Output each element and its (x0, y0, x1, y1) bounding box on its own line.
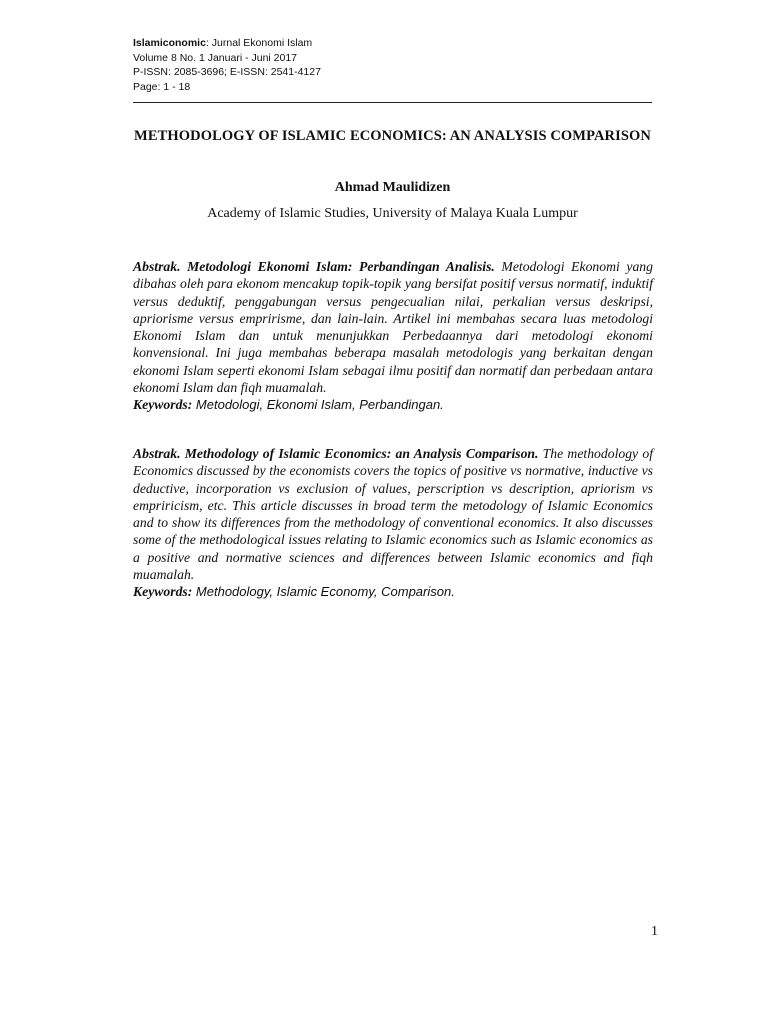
abstract-english-body: The methodology of Economics discussed by the economists covers the topics of positive vs normative, inductive vs deductive, incorporation vs exclusion of values, perscription vs description, apriorism vs empriricism, etc. This article discusses in broad term the metodology of Islamic Economics and to show its differences from the methodology of conventional economics. It also discusses some of the methodological issues relating to Islamic economics such as Islamic economics as a positive and normative sciences and differences between Islamic economics and fiqh muamalah. (133, 446, 653, 583)
article-author: Ahmad Maulidizen (334, 180, 451, 195)
header-divider (133, 102, 652, 103)
article-title: METHODOLOGY OF ISLAMIC ECONOMICS: AN ANALYSIS COMPARISON (134, 128, 651, 144)
keywords-english-label: Keywords: (133, 584, 193, 600)
journal-issn: P-ISSN: 2085-3696; E-ISSN: 2541-4127 (133, 66, 321, 78)
keywords-indonesian-text: Metodologi, Ekonomi Islam, Perbandingan. (192, 397, 444, 413)
journal-header (133, 36, 653, 94)
keywords-english-text: Methodology, Islamic Economy, Comparison. (192, 584, 455, 600)
keywords-indonesian (133, 396, 653, 413)
abstract-indonesian (133, 258, 653, 414)
journal-pages: Page: 1 - 18 (133, 80, 191, 93)
keywords-indonesian-label: Keywords: (133, 397, 193, 413)
author-affiliation: Academy of Islamic Studies, University of Malaya Kuala Lumpur (207, 206, 578, 221)
abstract-english-lead: Abstrak. Methodology of Islamic Economics: an Analysis Comparison. (133, 446, 539, 461)
journal-title-line (133, 36, 653, 51)
keywords-english (133, 583, 653, 600)
abstract-indonesian-lead: Abstrak. Metodologi Ekonomi Islam: Perbandingan Analisis. (133, 259, 495, 274)
abstract-english (133, 445, 653, 601)
journal-subtitle: : Jurnal Ekonomi Islam (205, 37, 313, 49)
page-number: 1 (651, 924, 658, 939)
journal-name: Islamiconomic (133, 37, 206, 49)
journal-volume: Volume 8 No. 1 Januari - Juni 2017 (133, 51, 298, 64)
abstract-indonesian-body: Metodologi Ekonomi yang dibahas oleh para ekonom mencakup topik-topik yang bersifat positif versus normatif, induktif versus deduktif, penggabungan versus pengecualian nilai, perkalian versus deskripsi, apriorisme versus empririsme, dan lain-lain. Artikel ini membahas secara luas metodologi Ekonomi Islam dan untuk menunjukkan Perbedaannya dari metodologi ekonomi konvensional. Ini juga membahas beberapa masalah metodologis yang berkaitan dengan ekonomi Islam seperti ekonomi Islam sebagai ilmu positif dan normatif dan perbedaan antara ekonomi Islam dan fiqh muamalah. (133, 259, 653, 396)
